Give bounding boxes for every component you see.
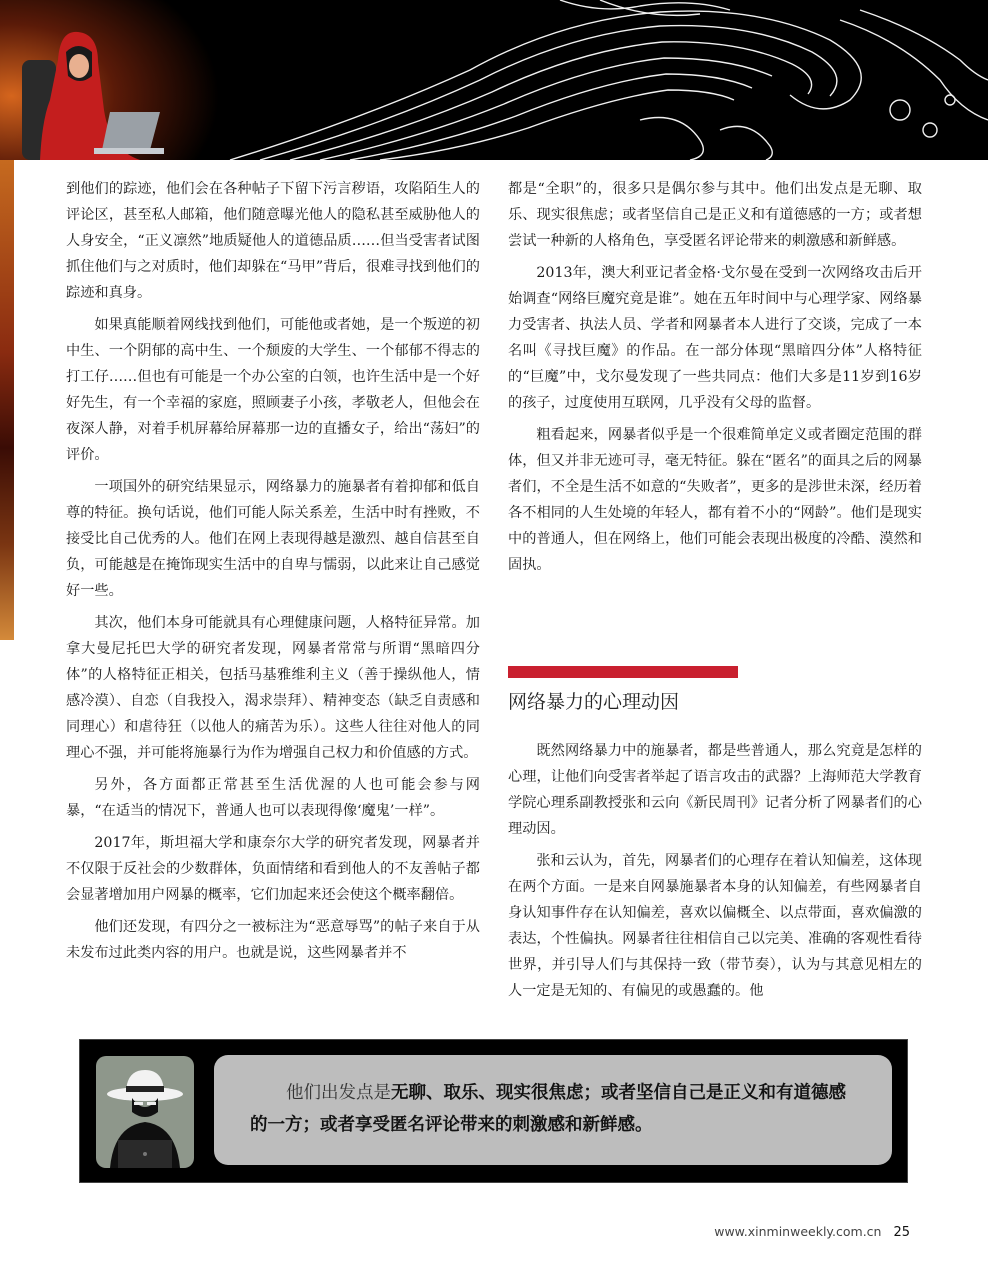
website-url: www.xinminweekly.com.cn	[714, 1224, 882, 1239]
section-title: 网络暴力的心理动因	[508, 691, 680, 713]
paragraph: 到他们的踪迹，他们会在各种帖子下留下污言秽语，攻陷陌生人的评论区，甚至私人邮箱，他们随意曝光他人的隐私甚至威胁他人的人身安全，“正义凛然”地质疑他人的道德品质……但当受害者试图抓住他们与之对质时，他们却躲在“马甲”背后，很难寻找到他们的踪迹和真身。	[66, 181, 480, 301]
pull-quote-text	[214, 1055, 892, 1165]
hacker-icon	[96, 1056, 194, 1168]
paragraph: 另外，各方面都正常甚至生活优渥的人也可能会参与网暴，“在适当的情况下，普通人也可以表现得像‘魔鬼’一样”。	[66, 777, 480, 819]
paragraph: 其次，他们本身可能就具有心理健康问题，人格特征异常。加拿大曼尼托巴大学的研究者发现，网暴者常常与所谓“黑暗四分体”的人格特征正相关，包括马基雅维利主义（善于操纵他人，情感冷漠）、自恋（自我投入，渴求崇拜）、精神变态（缺乏自责感和同理心）和虐待狂（以他人的痛苦为乐）。这些人往往对他人的同理心不强，并可能将施暴行为作为增强自己权力和价值感的方式。	[66, 615, 480, 761]
right-column-section	[508, 738, 922, 1010]
paragraph: 他们还发现，有四分之一被标注为“恶意辱骂”的帖子来自于从未发布过此类内容的用户。也就是说，这些网暴者并不	[66, 919, 480, 961]
pull-quote-emphasis: 无聊、取乐、现实很焦虑；或者坚信自己是正义和有道德感的一方；或者享受匿名评论带来的刺激感和新鲜感。	[250, 1083, 846, 1135]
paragraph: 既然网络暴力中的施暴者，都是些普通人，那么究竟是怎样的心理，让他们向受害者举起了语言攻击的武器？上海师范大学教育学院心理系副教授张和云向《新民周刊》记者分析了网暴者们的心理动因。	[508, 743, 922, 837]
left-edge-decoration	[0, 160, 14, 640]
paragraph: 张和云认为，首先，网暴者们的心理存在着认知偏差，这体现在两个方面。一是来自网暴施暴者本身的认知偏差，有些网暴者自身认知事件存在认知偏差，喜欢以偏概全、以点带面，喜欢偏激的表达，个性偏执。网暴者往往相信自己以完美、准确的客观性看待世界，并引导人们与其保持一致（带节奏），认为与其意见相左的人一定是无知的、有偏见的或愚蠢的。他	[508, 853, 922, 999]
page-footer	[714, 1224, 910, 1240]
banner-illustration	[0, 0, 988, 160]
paragraph: 都是“全职”的，很多只是偶尔参与其中。他们出发点是无聊、取乐、现实很焦虑；或者坚信自己是正义和有道德感的一方；或者想尝试一种新的人格角色，享受匿名评论带来的刺激感和新鲜感。	[508, 181, 922, 249]
paragraph: 一项国外的研究结果显示，网络暴力的施暴者有着抑郁和低自尊的特征。换句话说，他们可能人际关系差，生活中时有挫败，不接受比自己优秀的人。他们在网上表现得越是激烈、越自信甚至自负，可能越是在掩饰现实生活中的自卑与懦弱，以此来让自己感觉好一些。	[66, 479, 480, 599]
paragraph: 2017年，斯坦福大学和康奈尔大学的研究者发现，网暴者并不仅限于反社会的少数群体，负面情绪和看到他人的不友善帖子都会显著增加用户网暴的概率，它们加起来还会使这个概率翻倍。	[66, 835, 480, 903]
header-banner	[0, 0, 988, 160]
paragraph: 如果真能顺着网线找到他们，可能他或者她，是一个叛逆的初中生、一个阴郁的高中生、一个颓废的大学生、一个郁郁不得志的打工仔……但也有可能是一个办公室的白领，也许生活中是一个好好先生，有一个幸福的家庭，照顾妻子小孩，孝敬老人，但他会在夜深人静，对着手机屏幕给屏幕那一边的直播女子，给出“荡妇”的评价。	[66, 317, 480, 463]
pull-quote-lead: 他们出发点是	[286, 1083, 391, 1103]
section-accent-bar	[508, 666, 738, 678]
left-column	[66, 176, 480, 972]
page-number: 25	[893, 1225, 910, 1240]
pull-quote	[79, 1039, 908, 1183]
right-column	[508, 176, 922, 584]
paragraph: 粗看起来，网暴者似乎是一个很难简单定义或者圈定范围的群体，但又并非无迹可寻，毫无特征。躲在“匿名”的面具之后的网暴者们，不全是生活不如意的“失败者”，更多的是涉世未深，经历着各不相同的人生处境的年轻人，都有着不小的“网龄”。他们是现实中的普通人，但在网络上，他们可能会表现出极度的冷酷、漠然和固执。	[508, 427, 922, 573]
paragraph: 2013年，澳大利亚记者金格·戈尔曼在受到一次网络攻击后开始调查“网络巨魔究竟是谁”。她在五年时间中与心理学家、网络暴力受害者、执法人员、学者和网暴者本人进行了交谈，完成了一本名叫《寻找巨魔》的作品。在一部分体现“黑暗四分体”人格特征的“巨魔”中，戈尔曼发现了一些共同点：他们大多是11岁到16岁的孩子，过度使用互联网，几乎没有父母的监督。	[508, 265, 922, 411]
